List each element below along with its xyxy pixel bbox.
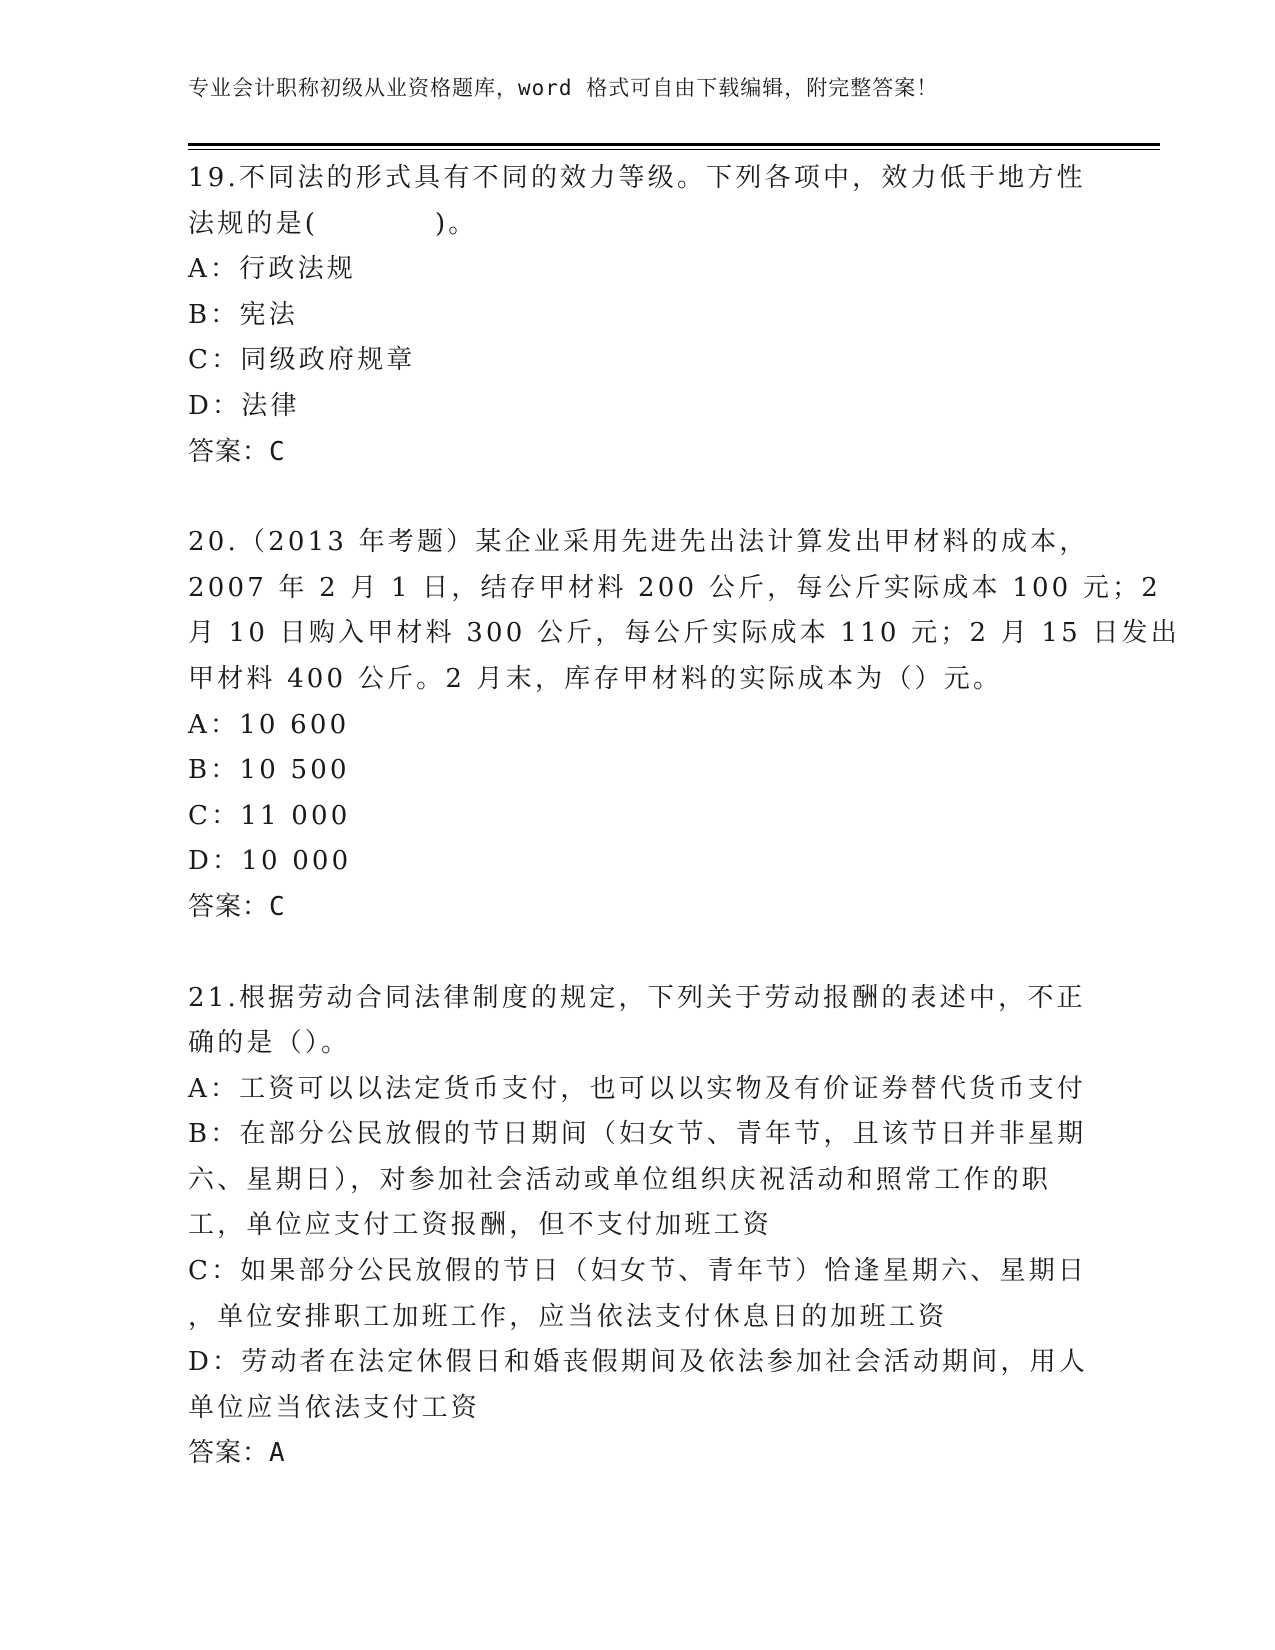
answer-label: 答案： [188, 436, 270, 467]
option-a: A：10 600 [188, 709, 350, 740]
option-d-cont: 单位应当依法支付工资 [188, 1392, 481, 1423]
header-divider-thin [188, 149, 1160, 150]
option-a: A：行政法规 [188, 254, 356, 285]
question-20 [188, 520, 1180, 930]
answer-line [188, 1431, 1078, 1477]
question-stem-line: 20.（2013 年考题）某企业采用先进先出法计算发出甲材料的成本， [188, 527, 1089, 558]
question-stem-line: 2007 年 2 月 1 日，结存甲材料 200 公斤，每公斤实际成本 100 元；2 [188, 572, 1162, 603]
question-21 [188, 976, 1089, 1478]
question-19 [188, 156, 1086, 475]
option-b: B：在部分公民放假的节日期间（妇女节、青年节，且该节日并非星期 [188, 1119, 1087, 1150]
answer-label: 答案： [188, 891, 270, 922]
option-a: A：工资可以以法定货币支付，也可以以实物及有价证券替代货币支付 [188, 1073, 1086, 1104]
question-stem-line: 19.不同法的形式具有不同的效力等级。下列各项中，效力低于地方性 [188, 163, 1086, 193]
option-b-cont: 六、星期日），对参加社会活动或单位组织庆祝活动和照常工作的职 [188, 1164, 1052, 1195]
answer-line [188, 430, 1078, 476]
answer-value: A [269, 1438, 286, 1469]
header-divider-thick [188, 143, 1160, 146]
option-b: B：宪法 [188, 299, 298, 330]
question-stem-line: 确的是（）。 [188, 1028, 351, 1059]
answer-value: C [269, 891, 286, 922]
question-list [188, 156, 1180, 1522]
option-c: C：同级政府规章 [188, 345, 416, 376]
answer-label: 答案： [188, 1438, 270, 1469]
option-b: B：10 500 [188, 755, 350, 786]
page-header: 专业会计职称初级从业资格题库，word 格式可自由下载编辑，附完整答案！ [188, 76, 939, 100]
question-stem-line: 法规的是( )。 [188, 208, 478, 239]
option-b-cont: 工，单位应支付工资报酬，但不支付加班工资 [188, 1210, 773, 1241]
answer-line [188, 885, 1078, 931]
option-c: C：如果部分公民放假的节日（妇女节、青年节）恰逢星期六、星期日 [188, 1256, 1088, 1287]
option-c-cont: ，单位安排职工加班工作，应当依法支付休息日的加班工资 [188, 1301, 948, 1332]
question-stem-line: 月 10 日购入甲材料 300 公斤，每公斤实际成本 110 元；2 月 15 日发出 [188, 618, 1180, 649]
question-stem-line: 甲材料 400 公斤。2 月末，库存甲材料的实际成本为（）元。 [188, 663, 1003, 694]
option-c: C：11 000 [188, 800, 351, 831]
question-stem-line: 21.根据劳动合同法律制度的规定，下列关于劳动报酬的表述中，不正 [188, 982, 1086, 1013]
option-d: D：10 000 [188, 846, 352, 877]
option-d: D：劳动者在法定休假日和婚丧假期间及依法参加社会活动期间，用人 [188, 1347, 1089, 1378]
answer-value: C [269, 436, 286, 467]
option-d: D：法律 [188, 390, 300, 421]
